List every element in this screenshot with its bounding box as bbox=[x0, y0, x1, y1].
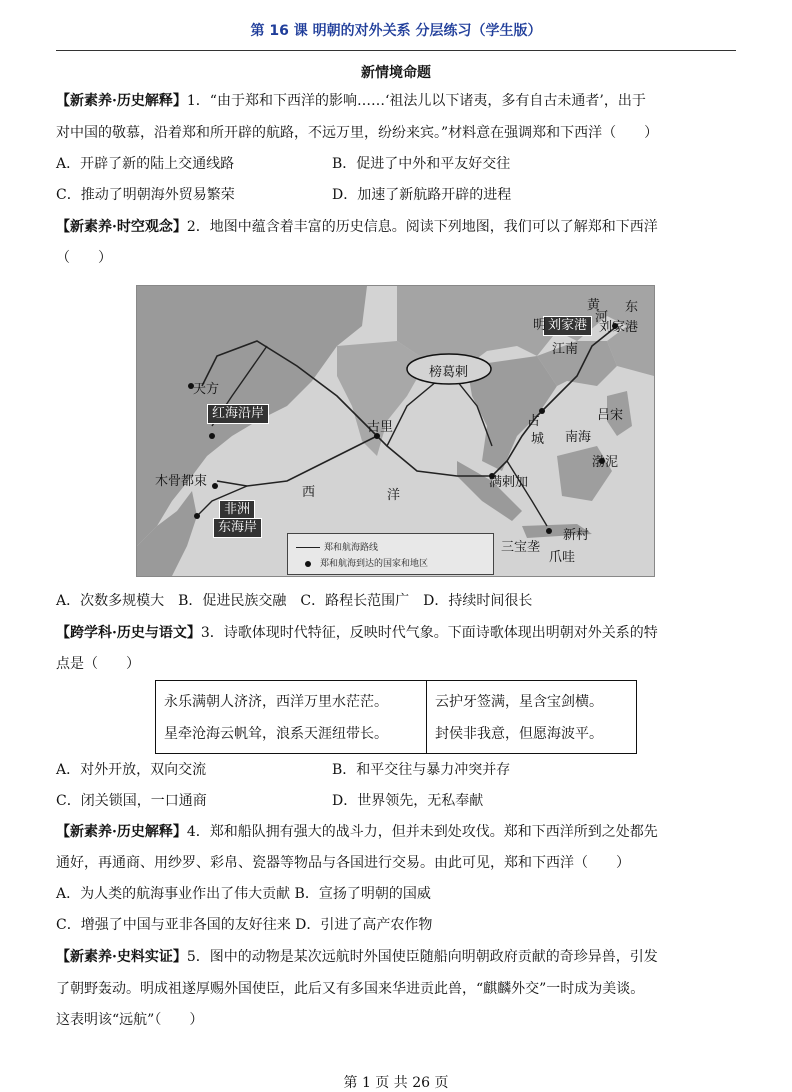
map-legend bbox=[287, 533, 494, 575]
q2-text1: 2．地图中蕴含着丰富的历史信息。阅读下列地图，我们可以了解郑和下西洋 bbox=[186, 219, 658, 235]
poem-col-right bbox=[427, 681, 636, 753]
label-xi: 西 bbox=[302, 485, 316, 500]
label-hongshai: 红海沿岸 bbox=[207, 404, 269, 424]
q1-tag: 【新素养·历史解释】 bbox=[56, 93, 187, 109]
legend-route-label: 郑和航海路线 bbox=[324, 543, 379, 553]
label-sanbaolong: 三宝垄 bbox=[501, 540, 541, 555]
q1-option-a: A．开辟了新的陆上交通线路 bbox=[56, 156, 235, 172]
label-banggela: 榜葛剌 bbox=[429, 365, 469, 380]
label-liujiagang: 刘家港 bbox=[599, 320, 639, 335]
label-tianfang: 天方 bbox=[193, 382, 220, 397]
q2-line2: （ ） bbox=[56, 250, 112, 266]
dot-hongshai bbox=[209, 433, 215, 439]
label-xincun: 新村 bbox=[563, 528, 590, 543]
q5-tag: 【新素养·史料实证】 bbox=[56, 949, 187, 965]
q3-text1: 3．诗歌体现时代特征，反映时代气象。下面诗歌体现出明朝对外关系的特 bbox=[200, 625, 658, 641]
q2-tag: 【新素养·时空观念】 bbox=[56, 219, 187, 235]
label-zhan: 占 bbox=[527, 414, 541, 429]
q4-options-ab: A．为人类的航海事业作出了伟大贡献 B．宣扬了明朝的国威 bbox=[56, 886, 431, 902]
q2-options: A．次数多规模大 B．促进民族交融 C．路程长范围广 D．持续时间很长 bbox=[56, 593, 533, 609]
label-yang: 洋 bbox=[387, 488, 401, 503]
label-jiangnan: 江南 bbox=[552, 342, 579, 357]
header-divider bbox=[56, 50, 736, 51]
q4-line2: 通好，再通商、用纱罗、彩帛、瓷器等物品与各国进行交易。由此可见，郑和下西洋（ ） bbox=[56, 855, 630, 871]
label-dong: 东 bbox=[625, 300, 639, 315]
q1-text1: 1．“由于郑和下西洋的影响……‘祖法儿以下诸夷，多有自古未通者’，出于 bbox=[186, 93, 646, 109]
section-title: 新情境命题 bbox=[361, 65, 431, 81]
q5-line2: 了朝野轰动。明成祖遂厚赐外国使臣，此后又有多国来华进贡此兽，“麒麟外交”一时成为美谈。 bbox=[56, 981, 645, 997]
label-lvsong: 吕宋 bbox=[597, 408, 624, 423]
land-india bbox=[337, 341, 427, 456]
dot-mugudushu bbox=[212, 483, 218, 489]
legend-place bbox=[296, 556, 428, 569]
label-huang: 黄 bbox=[587, 298, 601, 313]
label-feizhou-1: 非洲 bbox=[219, 500, 255, 520]
q3-line1 bbox=[56, 623, 658, 643]
q4-line1 bbox=[56, 822, 658, 842]
page-footer: 第 1 页 共 26 页 bbox=[343, 1075, 449, 1091]
page-header: 第 16 课 明朝的对外关系 分层练习（学生版） bbox=[250, 23, 542, 39]
q5-text1: 5．图中的动物是某次远航时外国使臣随船向明朝政府贡献的奇珍异兽，引发 bbox=[186, 949, 658, 965]
q5-line1 bbox=[56, 947, 658, 967]
legend-route bbox=[296, 540, 378, 553]
label-mugudushu: 木骨都束 bbox=[155, 474, 208, 489]
poem-table bbox=[155, 680, 637, 754]
q1-option-b: B．促进了中外和平友好交往 bbox=[332, 156, 511, 172]
q2-line1 bbox=[56, 217, 658, 237]
label-nanhai: 南海 bbox=[565, 430, 592, 445]
q3-option-b: B．和平交往与暴力冲突并存 bbox=[332, 762, 511, 778]
q3-option-d: D．世界领先，无私奉献 bbox=[332, 793, 484, 809]
poem-left-2: 星牵沧海云帆耸，浪系天涯纽带长。 bbox=[164, 726, 388, 742]
label-guli: 古里 bbox=[367, 420, 394, 435]
poem-left-1: 永乐满朝人济济，西洋万里水茫茫。 bbox=[164, 694, 388, 710]
dot-africa bbox=[194, 513, 200, 519]
q3-option-c: C．闭关锁国，一口通商 bbox=[56, 793, 207, 809]
q1-line2: 对中国的敬慕，沿着郑和所开辟的航路，不远万里，纷纷来宾。”材料意在强调郑和下西洋（ ） bbox=[56, 125, 659, 141]
label-feizhou-2: 东海岸 bbox=[213, 518, 262, 538]
q4-tag: 【新素养·历史解释】 bbox=[56, 824, 187, 840]
q3-option-a: A．对外开放，双向交流 bbox=[56, 762, 207, 778]
q1-option-d: D．加速了新航路开辟的进程 bbox=[332, 187, 512, 203]
label-bodi: 渤泥 bbox=[592, 455, 619, 470]
dot-sanbaolong bbox=[546, 528, 552, 534]
zheng-he-voyage-map bbox=[136, 285, 655, 577]
poem-col-left bbox=[156, 681, 427, 753]
q4-text1: 4．郑和船队拥有强大的战斗力，但并未到处攻伐。郑和下西洋所到之处都先 bbox=[186, 824, 658, 840]
q3-line2: 点是（ ） bbox=[56, 656, 140, 672]
q1-option-c: C．推动了明朝海外贸易繁荣 bbox=[56, 187, 235, 203]
route-west bbox=[217, 436, 377, 486]
label-he: 河 bbox=[595, 310, 609, 325]
q4-options-cd: C．增强了中国与亚非各国的友好往来 D．引进了高产农作物 bbox=[56, 917, 433, 933]
q1-line1 bbox=[56, 91, 646, 111]
legend-place-label: 郑和航海到达的国家和地区 bbox=[320, 559, 429, 569]
poem-right-1: 云护牙签满，星含宝剑横。 bbox=[435, 694, 603, 710]
label-ming: 明 bbox=[533, 318, 547, 333]
label-cheng: 城 bbox=[531, 432, 545, 447]
label-liujiagang-box: 刘家港 bbox=[543, 316, 592, 336]
q5-line3: 这表明该“远航”（ ） bbox=[56, 1012, 204, 1028]
label-manlajia: 满剌加 bbox=[489, 475, 529, 490]
poem-right-2: 封侯非我意，但愿海波平。 bbox=[435, 726, 603, 742]
q3-tag: 【跨学科·历史与语文】 bbox=[56, 625, 201, 641]
label-zhuawa: 爪哇 bbox=[549, 550, 576, 565]
